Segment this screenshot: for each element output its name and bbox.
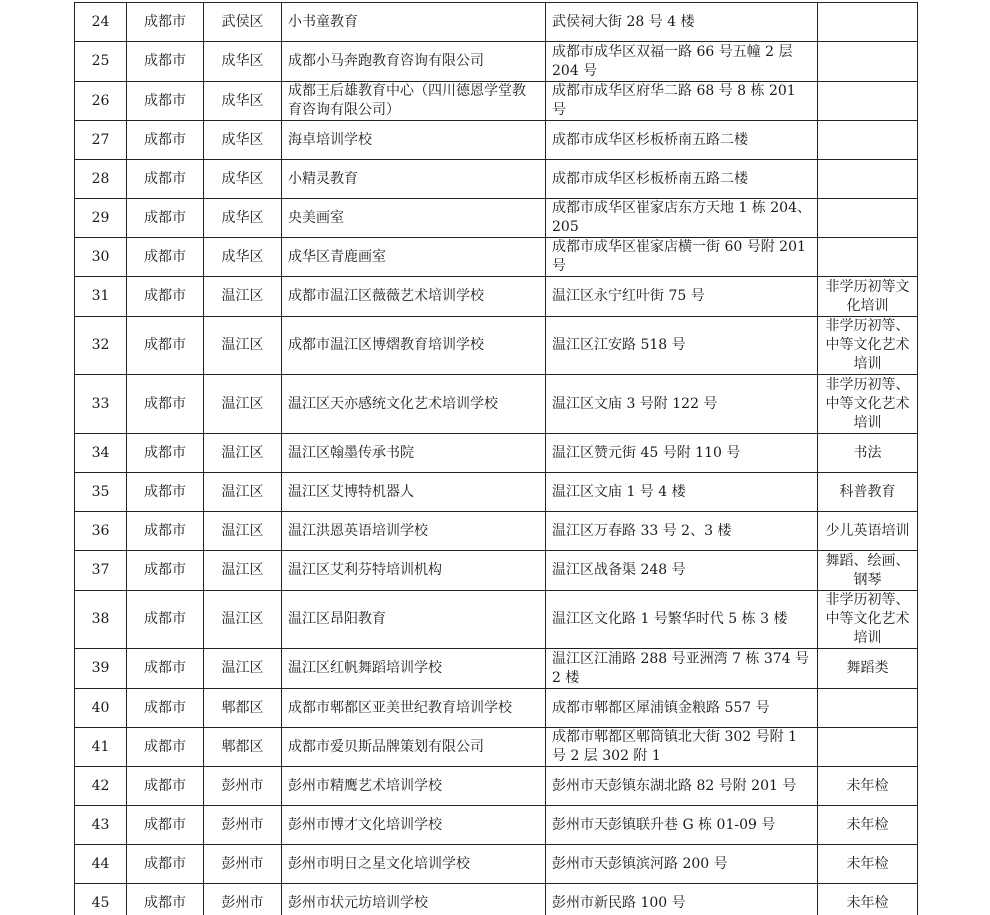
note-cell: 未年检 xyxy=(818,884,918,915)
table-row xyxy=(75,884,918,915)
table-row xyxy=(75,238,918,277)
address-cell: 温江区江安路 518 号 xyxy=(546,317,818,375)
institution-name-cell: 成都小马奔跑教育咨询有限公司 xyxy=(282,42,546,82)
note-cell: 未年检 xyxy=(818,845,918,884)
address-cell: 成都市郫都区犀浦镇金粮路 557 号 xyxy=(546,689,818,728)
address-cell: 成都市成华区杉板桥南五路二楼 xyxy=(546,121,818,160)
note-cell xyxy=(818,82,918,121)
institution-name-cell: 海卓培训学校 xyxy=(282,121,546,160)
institution-name-cell: 小书童教育 xyxy=(282,3,546,42)
table-row xyxy=(75,317,918,375)
institution-name-cell: 成都市郫都区亚美世纪教育培训学校 xyxy=(282,689,546,728)
city-cell: 成都市 xyxy=(127,767,204,806)
row-number-cell: 26 xyxy=(75,82,127,121)
address-cell: 成都市成华区府华二路 68 号 8 栋 201 号 xyxy=(546,82,818,121)
institution-name-cell: 温江洪恩英语培训学校 xyxy=(282,512,546,551)
note-cell xyxy=(818,689,918,728)
row-number-cell: 29 xyxy=(75,199,127,238)
row-number-cell: 35 xyxy=(75,473,127,512)
table-row xyxy=(75,160,918,199)
institution-name-cell: 温江区天亦感统文化艺术培训学校 xyxy=(282,375,546,434)
row-number-cell: 31 xyxy=(75,277,127,317)
note-cell: 非学历初等文化培训 xyxy=(818,277,918,317)
address-cell: 彭州市新民路 100 号 xyxy=(546,884,818,915)
institution-name-cell: 央美画室 xyxy=(282,199,546,238)
district-cell: 温江区 xyxy=(204,649,282,689)
row-number-cell: 27 xyxy=(75,121,127,160)
district-cell: 温江区 xyxy=(204,277,282,317)
address-cell: 温江区江浦路 288 号亚洲湾 7 栋 374 号 2 楼 xyxy=(546,649,818,689)
table-row xyxy=(75,473,918,512)
institution-name-cell: 温江区红帆舞蹈培训学校 xyxy=(282,649,546,689)
address-cell: 彭州市天彭镇滨河路 200 号 xyxy=(546,845,818,884)
row-number-cell: 37 xyxy=(75,551,127,591)
city-cell: 成都市 xyxy=(127,806,204,845)
table-row xyxy=(75,277,918,317)
city-cell: 成都市 xyxy=(127,42,204,82)
district-cell: 彭州市 xyxy=(204,845,282,884)
table-row xyxy=(75,82,918,121)
address-cell: 成都市成华区双福一路 66 号五幢 2 层 204 号 xyxy=(546,42,818,82)
note-cell: 非学历初等、中等文化艺术培训 xyxy=(818,317,918,375)
table-row xyxy=(75,199,918,238)
district-cell: 温江区 xyxy=(204,375,282,434)
table-row xyxy=(75,434,918,473)
row-number-cell: 36 xyxy=(75,512,127,551)
address-cell: 成都市成华区杉板桥南五路二楼 xyxy=(546,160,818,199)
institution-name-cell: 成都市温江区薇薇艺术培训学校 xyxy=(282,277,546,317)
institution-name-cell: 彭州市明日之星文化培训学校 xyxy=(282,845,546,884)
institution-name-cell: 彭州市精鹰艺术培训学校 xyxy=(282,767,546,806)
address-cell: 彭州市天彭镇东湖北路 82 号附 201 号 xyxy=(546,767,818,806)
district-cell: 温江区 xyxy=(204,434,282,473)
district-cell: 彭州市 xyxy=(204,806,282,845)
address-cell: 武侯祠大街 28 号 4 楼 xyxy=(546,3,818,42)
city-cell: 成都市 xyxy=(127,199,204,238)
district-cell: 温江区 xyxy=(204,512,282,551)
city-cell: 成都市 xyxy=(127,317,204,375)
district-cell: 成华区 xyxy=(204,82,282,121)
row-number-cell: 41 xyxy=(75,728,127,767)
institution-name-cell: 温江区艾利芬特培训机构 xyxy=(282,551,546,591)
city-cell: 成都市 xyxy=(127,728,204,767)
table-row xyxy=(75,845,918,884)
row-number-cell: 28 xyxy=(75,160,127,199)
city-cell: 成都市 xyxy=(127,375,204,434)
city-cell: 成都市 xyxy=(127,277,204,317)
district-cell: 武侯区 xyxy=(204,3,282,42)
city-cell: 成都市 xyxy=(127,434,204,473)
address-cell: 温江区万春路 33 号 2、3 楼 xyxy=(546,512,818,551)
row-number-cell: 40 xyxy=(75,689,127,728)
note-cell: 舞蹈、绘画、钢琴 xyxy=(818,551,918,591)
table-row xyxy=(75,728,918,767)
district-cell: 彭州市 xyxy=(204,767,282,806)
row-number-cell: 42 xyxy=(75,767,127,806)
address-cell: 温江区赞元街 45 号附 110 号 xyxy=(546,434,818,473)
table-row xyxy=(75,551,918,591)
address-cell: 温江区文庙 3 号附 122 号 xyxy=(546,375,818,434)
row-number-cell: 32 xyxy=(75,317,127,375)
row-number-cell: 44 xyxy=(75,845,127,884)
note-cell: 未年检 xyxy=(818,767,918,806)
table-row xyxy=(75,806,918,845)
row-number-cell: 39 xyxy=(75,649,127,689)
city-cell: 成都市 xyxy=(127,591,204,649)
table-row xyxy=(75,375,918,434)
city-cell: 成都市 xyxy=(127,845,204,884)
note-cell: 科普教育 xyxy=(818,473,918,512)
note-cell xyxy=(818,3,918,42)
city-cell: 成都市 xyxy=(127,3,204,42)
district-cell: 郫都区 xyxy=(204,689,282,728)
note-cell xyxy=(818,42,918,82)
district-cell: 成华区 xyxy=(204,160,282,199)
city-cell: 成都市 xyxy=(127,160,204,199)
table-row xyxy=(75,121,918,160)
city-cell: 成都市 xyxy=(127,689,204,728)
table-row xyxy=(75,42,918,82)
note-cell xyxy=(818,121,918,160)
district-cell: 彭州市 xyxy=(204,884,282,915)
city-cell: 成都市 xyxy=(127,121,204,160)
institution-name-cell: 成都市温江区博熠教育培训学校 xyxy=(282,317,546,375)
table-row xyxy=(75,3,918,42)
note-cell xyxy=(818,238,918,277)
institution-name-cell: 成华区青鹿画室 xyxy=(282,238,546,277)
city-cell: 成都市 xyxy=(127,238,204,277)
row-number-cell: 45 xyxy=(75,884,127,915)
institution-name-cell: 成都市爱贝斯品牌策划有限公司 xyxy=(282,728,546,767)
table-row xyxy=(75,649,918,689)
note-cell: 非学历初等、中等文化艺术培训 xyxy=(818,375,918,434)
city-cell: 成都市 xyxy=(127,649,204,689)
city-cell: 成都市 xyxy=(127,82,204,121)
district-cell: 成华区 xyxy=(204,42,282,82)
city-cell: 成都市 xyxy=(127,512,204,551)
table-row xyxy=(75,591,918,649)
row-number-cell: 30 xyxy=(75,238,127,277)
institution-name-cell: 彭州市状元坊培训学校 xyxy=(282,884,546,915)
note-cell xyxy=(818,728,918,767)
district-cell: 成华区 xyxy=(204,238,282,277)
row-number-cell: 34 xyxy=(75,434,127,473)
address-cell: 成都市成华区崔家店横一街 60 号附 201 号 xyxy=(546,238,818,277)
district-cell: 郫都区 xyxy=(204,728,282,767)
district-cell: 成华区 xyxy=(204,199,282,238)
institution-name-cell: 温江区翰墨传承书院 xyxy=(282,434,546,473)
address-cell: 温江区文化路 1 号繁华时代 5 栋 3 楼 xyxy=(546,591,818,649)
district-cell: 温江区 xyxy=(204,551,282,591)
city-cell: 成都市 xyxy=(127,884,204,915)
address-cell: 成都市成华区崔家店东方天地 1 栋 204、205 xyxy=(546,199,818,238)
institution-table xyxy=(74,2,918,915)
district-cell: 成华区 xyxy=(204,121,282,160)
address-cell: 温江区文庙 1 号 4 楼 xyxy=(546,473,818,512)
table-body xyxy=(75,3,918,915)
note-cell: 非学历初等、中等文化艺术培训 xyxy=(818,591,918,649)
city-cell: 成都市 xyxy=(127,473,204,512)
institution-name-cell: 成都王后雄教育中心（四川德恩学堂教育咨询有限公司） xyxy=(282,82,546,121)
row-number-cell: 43 xyxy=(75,806,127,845)
table-row xyxy=(75,767,918,806)
city-cell: 成都市 xyxy=(127,551,204,591)
institution-name-cell: 温江区昂阳教育 xyxy=(282,591,546,649)
institution-name-cell: 小精灵教育 xyxy=(282,160,546,199)
row-number-cell: 24 xyxy=(75,3,127,42)
table-row xyxy=(75,512,918,551)
row-number-cell: 38 xyxy=(75,591,127,649)
note-cell xyxy=(818,160,918,199)
address-cell: 成都市郫都区郫筒镇北大街 302 号附 1 号 2 层 302 附 1 xyxy=(546,728,818,767)
row-number-cell: 33 xyxy=(75,375,127,434)
address-cell: 彭州市天彭镇联升巷 G 栋 01-09 号 xyxy=(546,806,818,845)
note-cell: 书法 xyxy=(818,434,918,473)
institution-name-cell: 彭州市博才文化培训学校 xyxy=(282,806,546,845)
table-row xyxy=(75,689,918,728)
district-cell: 温江区 xyxy=(204,473,282,512)
district-cell: 温江区 xyxy=(204,317,282,375)
district-cell: 温江区 xyxy=(204,591,282,649)
address-cell: 温江区战备渠 248 号 xyxy=(546,551,818,591)
institution-name-cell: 温江区艾博特机器人 xyxy=(282,473,546,512)
row-number-cell: 25 xyxy=(75,42,127,82)
note-cell: 舞蹈类 xyxy=(818,649,918,689)
note-cell: 未年检 xyxy=(818,806,918,845)
note-cell: 少儿英语培训 xyxy=(818,512,918,551)
address-cell: 温江区永宁红叶街 75 号 xyxy=(546,277,818,317)
note-cell xyxy=(818,199,918,238)
